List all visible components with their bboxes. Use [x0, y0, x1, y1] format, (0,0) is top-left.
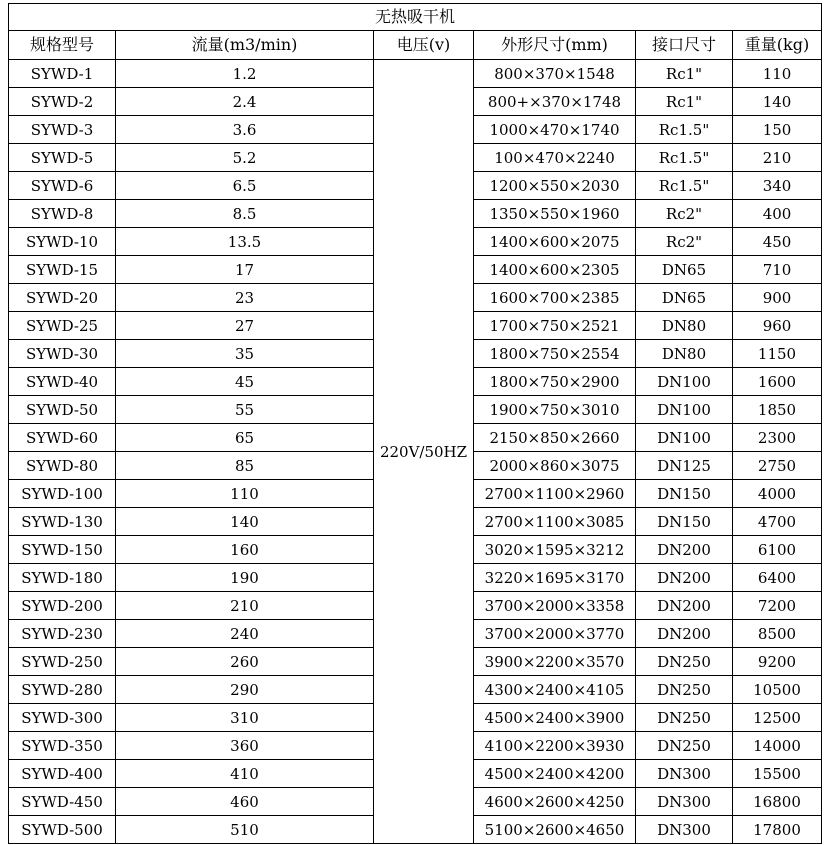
cell-flow: 27 [116, 312, 374, 340]
cell-model: SYWD-25 [9, 312, 116, 340]
cell-dimensions: 1400×600×2305 [474, 256, 636, 284]
cell-dimensions: 1600×700×2385 [474, 284, 636, 312]
cell-flow: 45 [116, 368, 374, 396]
cell-model: SYWD-400 [9, 760, 116, 788]
cell-port-size: Rc2" [636, 200, 733, 228]
cell-model: SYWD-350 [9, 732, 116, 760]
cell-flow: 140 [116, 508, 374, 536]
cell-dimensions: 3700×2000×3770 [474, 620, 636, 648]
cell-port-size: DN65 [636, 256, 733, 284]
cell-dimensions: 1800×750×2900 [474, 368, 636, 396]
cell-flow: 6.5 [116, 172, 374, 200]
cell-dimensions: 1350×550×1960 [474, 200, 636, 228]
cell-weight: 150 [733, 116, 822, 144]
cell-model: SYWD-50 [9, 396, 116, 424]
cell-model: SYWD-8 [9, 200, 116, 228]
cell-weight: 1600 [733, 368, 822, 396]
cell-flow: 2.4 [116, 88, 374, 116]
cell-model: SYWD-6 [9, 172, 116, 200]
cell-flow: 290 [116, 676, 374, 704]
cell-weight: 17800 [733, 816, 822, 844]
header-weight: 重量(kg) [733, 31, 822, 60]
cell-port-size: DN100 [636, 424, 733, 452]
cell-dimensions: 1800×750×2554 [474, 340, 636, 368]
cell-model: SYWD-130 [9, 508, 116, 536]
cell-weight: 710 [733, 256, 822, 284]
cell-weight: 6100 [733, 536, 822, 564]
cell-model: SYWD-500 [9, 816, 116, 844]
cell-model: SYWD-2 [9, 88, 116, 116]
cell-model: SYWD-1 [9, 60, 116, 88]
cell-dimensions: 800×370×1548 [474, 60, 636, 88]
cell-flow: 8.5 [116, 200, 374, 228]
cell-model: SYWD-10 [9, 228, 116, 256]
cell-dimensions: 4300×2400×4105 [474, 676, 636, 704]
cell-flow: 1.2 [116, 60, 374, 88]
spec-table [8, 3, 822, 844]
cell-model: SYWD-20 [9, 284, 116, 312]
cell-port-size: Rc1.5" [636, 144, 733, 172]
cell-weight: 14000 [733, 732, 822, 760]
cell-port-size: DN150 [636, 480, 733, 508]
cell-flow: 210 [116, 592, 374, 620]
cell-flow: 240 [116, 620, 374, 648]
cell-model: SYWD-40 [9, 368, 116, 396]
cell-model: SYWD-60 [9, 424, 116, 452]
cell-dimensions: 4600×2600×4250 [474, 788, 636, 816]
cell-dimensions: 1200×550×2030 [474, 172, 636, 200]
cell-flow: 23 [116, 284, 374, 312]
cell-dimensions: 5100×2600×4650 [474, 816, 636, 844]
cell-port-size: DN100 [636, 396, 733, 424]
cell-flow: 190 [116, 564, 374, 592]
cell-dimensions: 3220×1695×3170 [474, 564, 636, 592]
cell-dimensions: 4500×2400×3900 [474, 704, 636, 732]
cell-weight: 6400 [733, 564, 822, 592]
cell-flow: 5.2 [116, 144, 374, 172]
header-model: 规格型号 [9, 31, 116, 60]
cell-weight: 340 [733, 172, 822, 200]
cell-weight: 210 [733, 144, 822, 172]
table-head [9, 4, 822, 60]
cell-dimensions: 4100×2200×3930 [474, 732, 636, 760]
cell-port-size: DN200 [636, 536, 733, 564]
cell-port-size: Rc2" [636, 228, 733, 256]
cell-dimensions: 2150×850×2660 [474, 424, 636, 452]
cell-model: SYWD-230 [9, 620, 116, 648]
cell-weight: 9200 [733, 648, 822, 676]
cell-flow: 360 [116, 732, 374, 760]
cell-flow: 110 [116, 480, 374, 508]
cell-voltage: 220V/50HZ [374, 60, 474, 844]
cell-dimensions: 100×470×2240 [474, 144, 636, 172]
cell-weight: 450 [733, 228, 822, 256]
cell-port-size: DN250 [636, 732, 733, 760]
cell-dimensions: 1900×750×3010 [474, 396, 636, 424]
cell-flow: 410 [116, 760, 374, 788]
cell-flow: 260 [116, 648, 374, 676]
cell-flow: 460 [116, 788, 374, 816]
cell-port-size: DN250 [636, 676, 733, 704]
cell-dimensions: 800+×370×1748 [474, 88, 636, 116]
cell-dimensions: 2000×860×3075 [474, 452, 636, 480]
cell-weight: 900 [733, 284, 822, 312]
cell-port-size: DN150 [636, 508, 733, 536]
cell-port-size: DN200 [636, 592, 733, 620]
cell-weight: 2300 [733, 424, 822, 452]
cell-dimensions: 3900×2200×3570 [474, 648, 636, 676]
header-voltage: 电压(v) [374, 31, 474, 60]
cell-model: SYWD-200 [9, 592, 116, 620]
cell-port-size: DN300 [636, 760, 733, 788]
cell-dimensions: 4500×2400×4200 [474, 760, 636, 788]
cell-port-size: DN200 [636, 564, 733, 592]
cell-flow: 85 [116, 452, 374, 480]
cell-dimensions: 1000×470×1740 [474, 116, 636, 144]
cell-weight: 8500 [733, 620, 822, 648]
cell-weight: 2750 [733, 452, 822, 480]
cell-flow: 3.6 [116, 116, 374, 144]
cell-model: SYWD-300 [9, 704, 116, 732]
cell-model: SYWD-3 [9, 116, 116, 144]
cell-port-size: DN65 [636, 284, 733, 312]
table-body [9, 60, 822, 844]
cell-flow: 160 [116, 536, 374, 564]
cell-port-size: DN250 [636, 704, 733, 732]
cell-weight: 12500 [733, 704, 822, 732]
cell-dimensions: 1400×600×2075 [474, 228, 636, 256]
cell-flow: 55 [116, 396, 374, 424]
cell-port-size: DN300 [636, 816, 733, 844]
cell-dimensions: 2700×1100×2960 [474, 480, 636, 508]
cell-weight: 960 [733, 312, 822, 340]
cell-weight: 4000 [733, 480, 822, 508]
cell-model: SYWD-100 [9, 480, 116, 508]
cell-port-size: DN80 [636, 340, 733, 368]
header-dimensions: 外形尺寸(mm) [474, 31, 636, 60]
cell-dimensions: 1700×750×2521 [474, 312, 636, 340]
cell-model: SYWD-80 [9, 452, 116, 480]
cell-model: SYWD-450 [9, 788, 116, 816]
cell-flow: 510 [116, 816, 374, 844]
cell-model: SYWD-180 [9, 564, 116, 592]
cell-weight: 140 [733, 88, 822, 116]
table-title: 无热吸干机 [9, 4, 822, 31]
cell-model: SYWD-15 [9, 256, 116, 284]
cell-weight: 1850 [733, 396, 822, 424]
title-row [9, 4, 822, 31]
cell-weight: 7200 [733, 592, 822, 620]
header-flow: 流量(m3/min) [116, 31, 374, 60]
cell-weight: 400 [733, 200, 822, 228]
cell-model: SYWD-250 [9, 648, 116, 676]
cell-port-size: DN300 [636, 788, 733, 816]
cell-dimensions: 3700×2000×3358 [474, 592, 636, 620]
cell-weight: 10500 [733, 676, 822, 704]
cell-port-size: DN125 [636, 452, 733, 480]
cell-flow: 13.5 [116, 228, 374, 256]
cell-flow: 17 [116, 256, 374, 284]
cell-port-size: DN100 [636, 368, 733, 396]
cell-model: SYWD-280 [9, 676, 116, 704]
cell-flow: 310 [116, 704, 374, 732]
cell-dimensions: 3020×1595×3212 [474, 536, 636, 564]
cell-port-size: DN250 [636, 648, 733, 676]
cell-port-size: DN200 [636, 620, 733, 648]
cell-weight: 1150 [733, 340, 822, 368]
cell-weight: 110 [733, 60, 822, 88]
cell-port-size: Rc1.5" [636, 172, 733, 200]
cell-weight: 15500 [733, 760, 822, 788]
cell-model: SYWD-30 [9, 340, 116, 368]
cell-port-size: Rc1" [636, 88, 733, 116]
cell-port-size: Rc1" [636, 60, 733, 88]
table-row [9, 60, 822, 88]
cell-dimensions: 2700×1100×3085 [474, 508, 636, 536]
cell-weight: 4700 [733, 508, 822, 536]
cell-flow: 65 [116, 424, 374, 452]
cell-weight: 16800 [733, 788, 822, 816]
cell-port-size: DN80 [636, 312, 733, 340]
cell-model: SYWD-5 [9, 144, 116, 172]
cell-flow: 35 [116, 340, 374, 368]
cell-model: SYWD-150 [9, 536, 116, 564]
cell-port-size: Rc1.5" [636, 116, 733, 144]
header-port-size: 接口尺寸 [636, 31, 733, 60]
header-row [9, 31, 822, 60]
